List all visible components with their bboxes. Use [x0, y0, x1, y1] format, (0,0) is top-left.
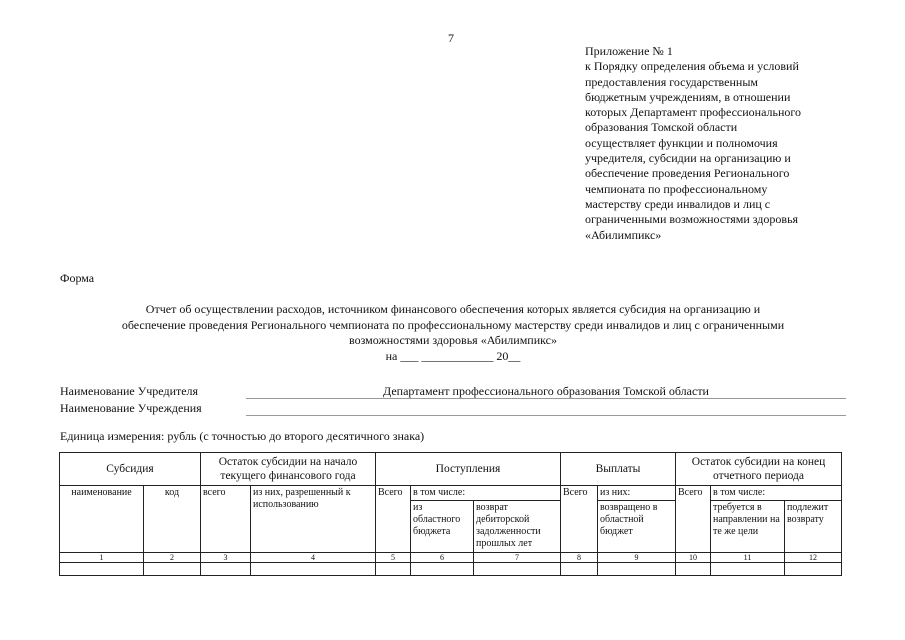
- annex-line: чемпионата по профессиональному: [585, 181, 768, 196]
- report-date-line: на ___ ____________ 20__: [385, 348, 521, 363]
- header-payments: Выплаты: [561, 453, 676, 486]
- header-name: наименование: [60, 486, 144, 553]
- title-line: возможностями здоровья «Абилимпикс»: [349, 333, 557, 347]
- form-label: Форма: [60, 271, 95, 285]
- column-number: 11: [711, 553, 785, 563]
- annex-line: предоставления государственным: [585, 74, 758, 89]
- header-including-receipts: в том числе:: [411, 486, 561, 501]
- header-subsidy: Субсидия: [60, 453, 201, 486]
- column-number: 4: [251, 553, 376, 563]
- founder-label: Наименование Учредителя: [60, 384, 199, 398]
- annex-line: образования Томской области: [585, 120, 738, 135]
- founder-underline: [246, 398, 846, 399]
- column-number: 10: [676, 553, 711, 563]
- table-cell[interactable]: [60, 563, 144, 576]
- header-receipts: Поступления: [376, 453, 561, 486]
- table-row: [60, 563, 842, 576]
- header-including-end: в том числе:: [711, 486, 842, 501]
- header-of-them: из них:: [598, 486, 676, 501]
- header-returned-regional: возвращено в областной бюджет: [598, 501, 676, 553]
- institution-field[interactable]: [246, 415, 846, 416]
- header-end-balance: Остаток субсидии на конец отчетного периода: [676, 453, 842, 486]
- founder-value: Департамент профессионального образования Томской области: [383, 384, 709, 398]
- header-total-receipts: Всего: [376, 486, 411, 553]
- table-cell[interactable]: [676, 563, 711, 576]
- annex-line: которых Департамент профессионального: [585, 105, 802, 120]
- annex-line: учредителя, субсидии на организацию и: [585, 151, 791, 166]
- annex-block: [585, 44, 855, 243]
- title-line: Отчет об осуществлении расходов, источником финансового обеспечения которых является субсидия на организацию и: [145, 302, 761, 316]
- report-table: [59, 452, 842, 576]
- header-from-regional-budget: из областного бюджета: [411, 501, 474, 553]
- column-number: 2: [144, 553, 201, 563]
- table-cell[interactable]: [711, 563, 785, 576]
- annex-line: осуществляет функции и полномочия: [585, 135, 778, 150]
- header-total-end: Всего: [676, 486, 711, 553]
- header-required-same: требуется в направлении на те же цели: [711, 501, 785, 553]
- annex-line: Приложение № 1: [585, 44, 673, 58]
- table-cell[interactable]: [561, 563, 598, 576]
- table-cell[interactable]: [144, 563, 201, 576]
- annex-line: «Абилимпикс»: [585, 227, 662, 242]
- column-number: 6: [411, 553, 474, 563]
- institution-label: Наименование Учреждения: [60, 401, 202, 415]
- column-number: 1: [60, 553, 144, 563]
- unit-of-measure: Единица измерения: рубль (с точностью до второго десятичного знака): [60, 429, 425, 443]
- column-number: 5: [376, 553, 411, 563]
- page-number: 7: [448, 31, 454, 45]
- annex-line: ограниченными возможностями здоровья: [585, 212, 799, 227]
- table-cell[interactable]: [474, 563, 561, 576]
- table-cell[interactable]: [598, 563, 676, 576]
- annex-line: мастерству среди инвалидов и лиц с: [585, 196, 771, 211]
- column-number: 8: [561, 553, 598, 563]
- header-code: код: [144, 486, 201, 553]
- table-cell[interactable]: [251, 563, 376, 576]
- column-number: 3: [201, 553, 251, 563]
- report-title: [40, 302, 866, 364]
- title-line: обеспечение проведения Регионального чемпионата по профессиональному мастерству среди инвалидов и лиц с ограниченными: [121, 317, 785, 332]
- table-cell[interactable]: [201, 563, 251, 576]
- header-to-return: подлежит возврату: [785, 501, 842, 553]
- annex-line: к Порядку определения объема и условий: [585, 59, 799, 74]
- header-total-payments: Всего: [561, 486, 598, 553]
- annex-line: бюджетным учреждениям, в отношении: [585, 89, 791, 104]
- header-debt-return: возврат дебиторской задолженности прошлых лет: [474, 501, 561, 553]
- annex-line: обеспечение проведения Регионального: [585, 166, 790, 181]
- header-start-balance: Остаток субсидии на начало текущего финансового года: [201, 453, 376, 486]
- column-number: 9: [598, 553, 676, 563]
- table-cell[interactable]: [785, 563, 842, 576]
- table-cell[interactable]: [411, 563, 474, 576]
- column-number: 12: [785, 553, 842, 563]
- column-number: 7: [474, 553, 561, 563]
- header-allowed-use: из них, разрешенный к использованию: [251, 486, 376, 553]
- header-total-start: всего: [201, 486, 251, 553]
- table-cell[interactable]: [376, 563, 411, 576]
